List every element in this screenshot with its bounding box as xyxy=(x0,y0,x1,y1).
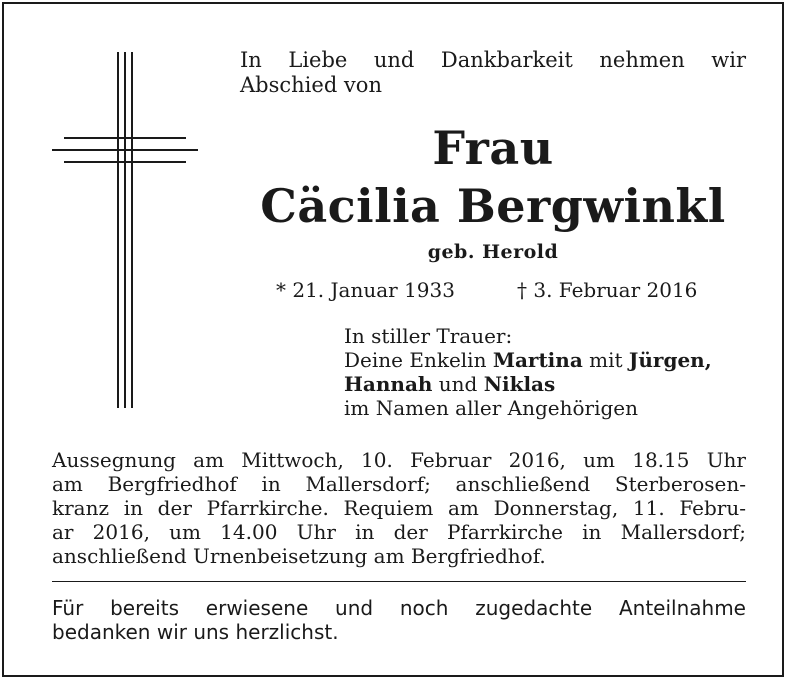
intro-line-2: Abschied von xyxy=(240,73,382,97)
mourners-line-2 xyxy=(344,348,746,372)
mourner-name: Jürgen, xyxy=(628,348,712,372)
cross-icon xyxy=(50,52,200,408)
maiden-name: geb. Herold xyxy=(427,241,559,263)
mourners-heading: In stiller Trauer: xyxy=(344,324,513,348)
service-line-5: anschließend Urnenbeisetzung am Bergfriedhof. xyxy=(52,544,546,568)
thanks-text xyxy=(52,596,746,644)
mourners-block xyxy=(344,324,746,420)
intro-text xyxy=(240,48,746,98)
mourners-text: und xyxy=(432,372,484,396)
service-line-1: Aussegnung am Mittwoch, 10. Februar 2016, um 18.15 Uhr xyxy=(52,448,746,472)
service-line-2: am Bergfriedhof in Mallersdorf; anschließend Sterberosen- xyxy=(52,472,746,496)
divider xyxy=(52,581,746,582)
mourner-name: Niklas xyxy=(483,372,556,396)
service-line-4: ar 2016, um 14.00 Uhr in der Pfarrkirche in Mallersdorf; xyxy=(52,520,746,544)
birth-date: * 21. Januar 1933 xyxy=(276,278,455,302)
obituary-notice xyxy=(2,2,784,677)
service-line-3: kranz in der Pfarrkirche. Requiem am Donnerstag, 11. Febru- xyxy=(52,496,746,520)
death-date: † 3. Februar 2016 xyxy=(517,278,698,302)
mourners-text: Deine Enkelin xyxy=(344,348,493,372)
intro-line-1: In Liebe und Dankbarkeit nehmen wir xyxy=(240,48,746,72)
mourners-line-4: im Namen aller Angehörigen xyxy=(344,396,639,420)
thanks-line-1: Für bereits erwiesene und noch zugedachte Anteilnahme xyxy=(52,596,746,620)
mourners-text: mit xyxy=(582,348,629,372)
thanks-line-2: bedanken wir uns herzlichst. xyxy=(52,620,339,644)
mourner-name: Hannah xyxy=(344,372,433,396)
mourners-line-3 xyxy=(344,372,746,396)
service-details xyxy=(52,448,746,568)
salutation: Frau xyxy=(432,121,554,175)
deceased-name: Cäcilia Bergwinkl xyxy=(260,179,726,233)
mourner-name: Martina xyxy=(492,348,583,372)
